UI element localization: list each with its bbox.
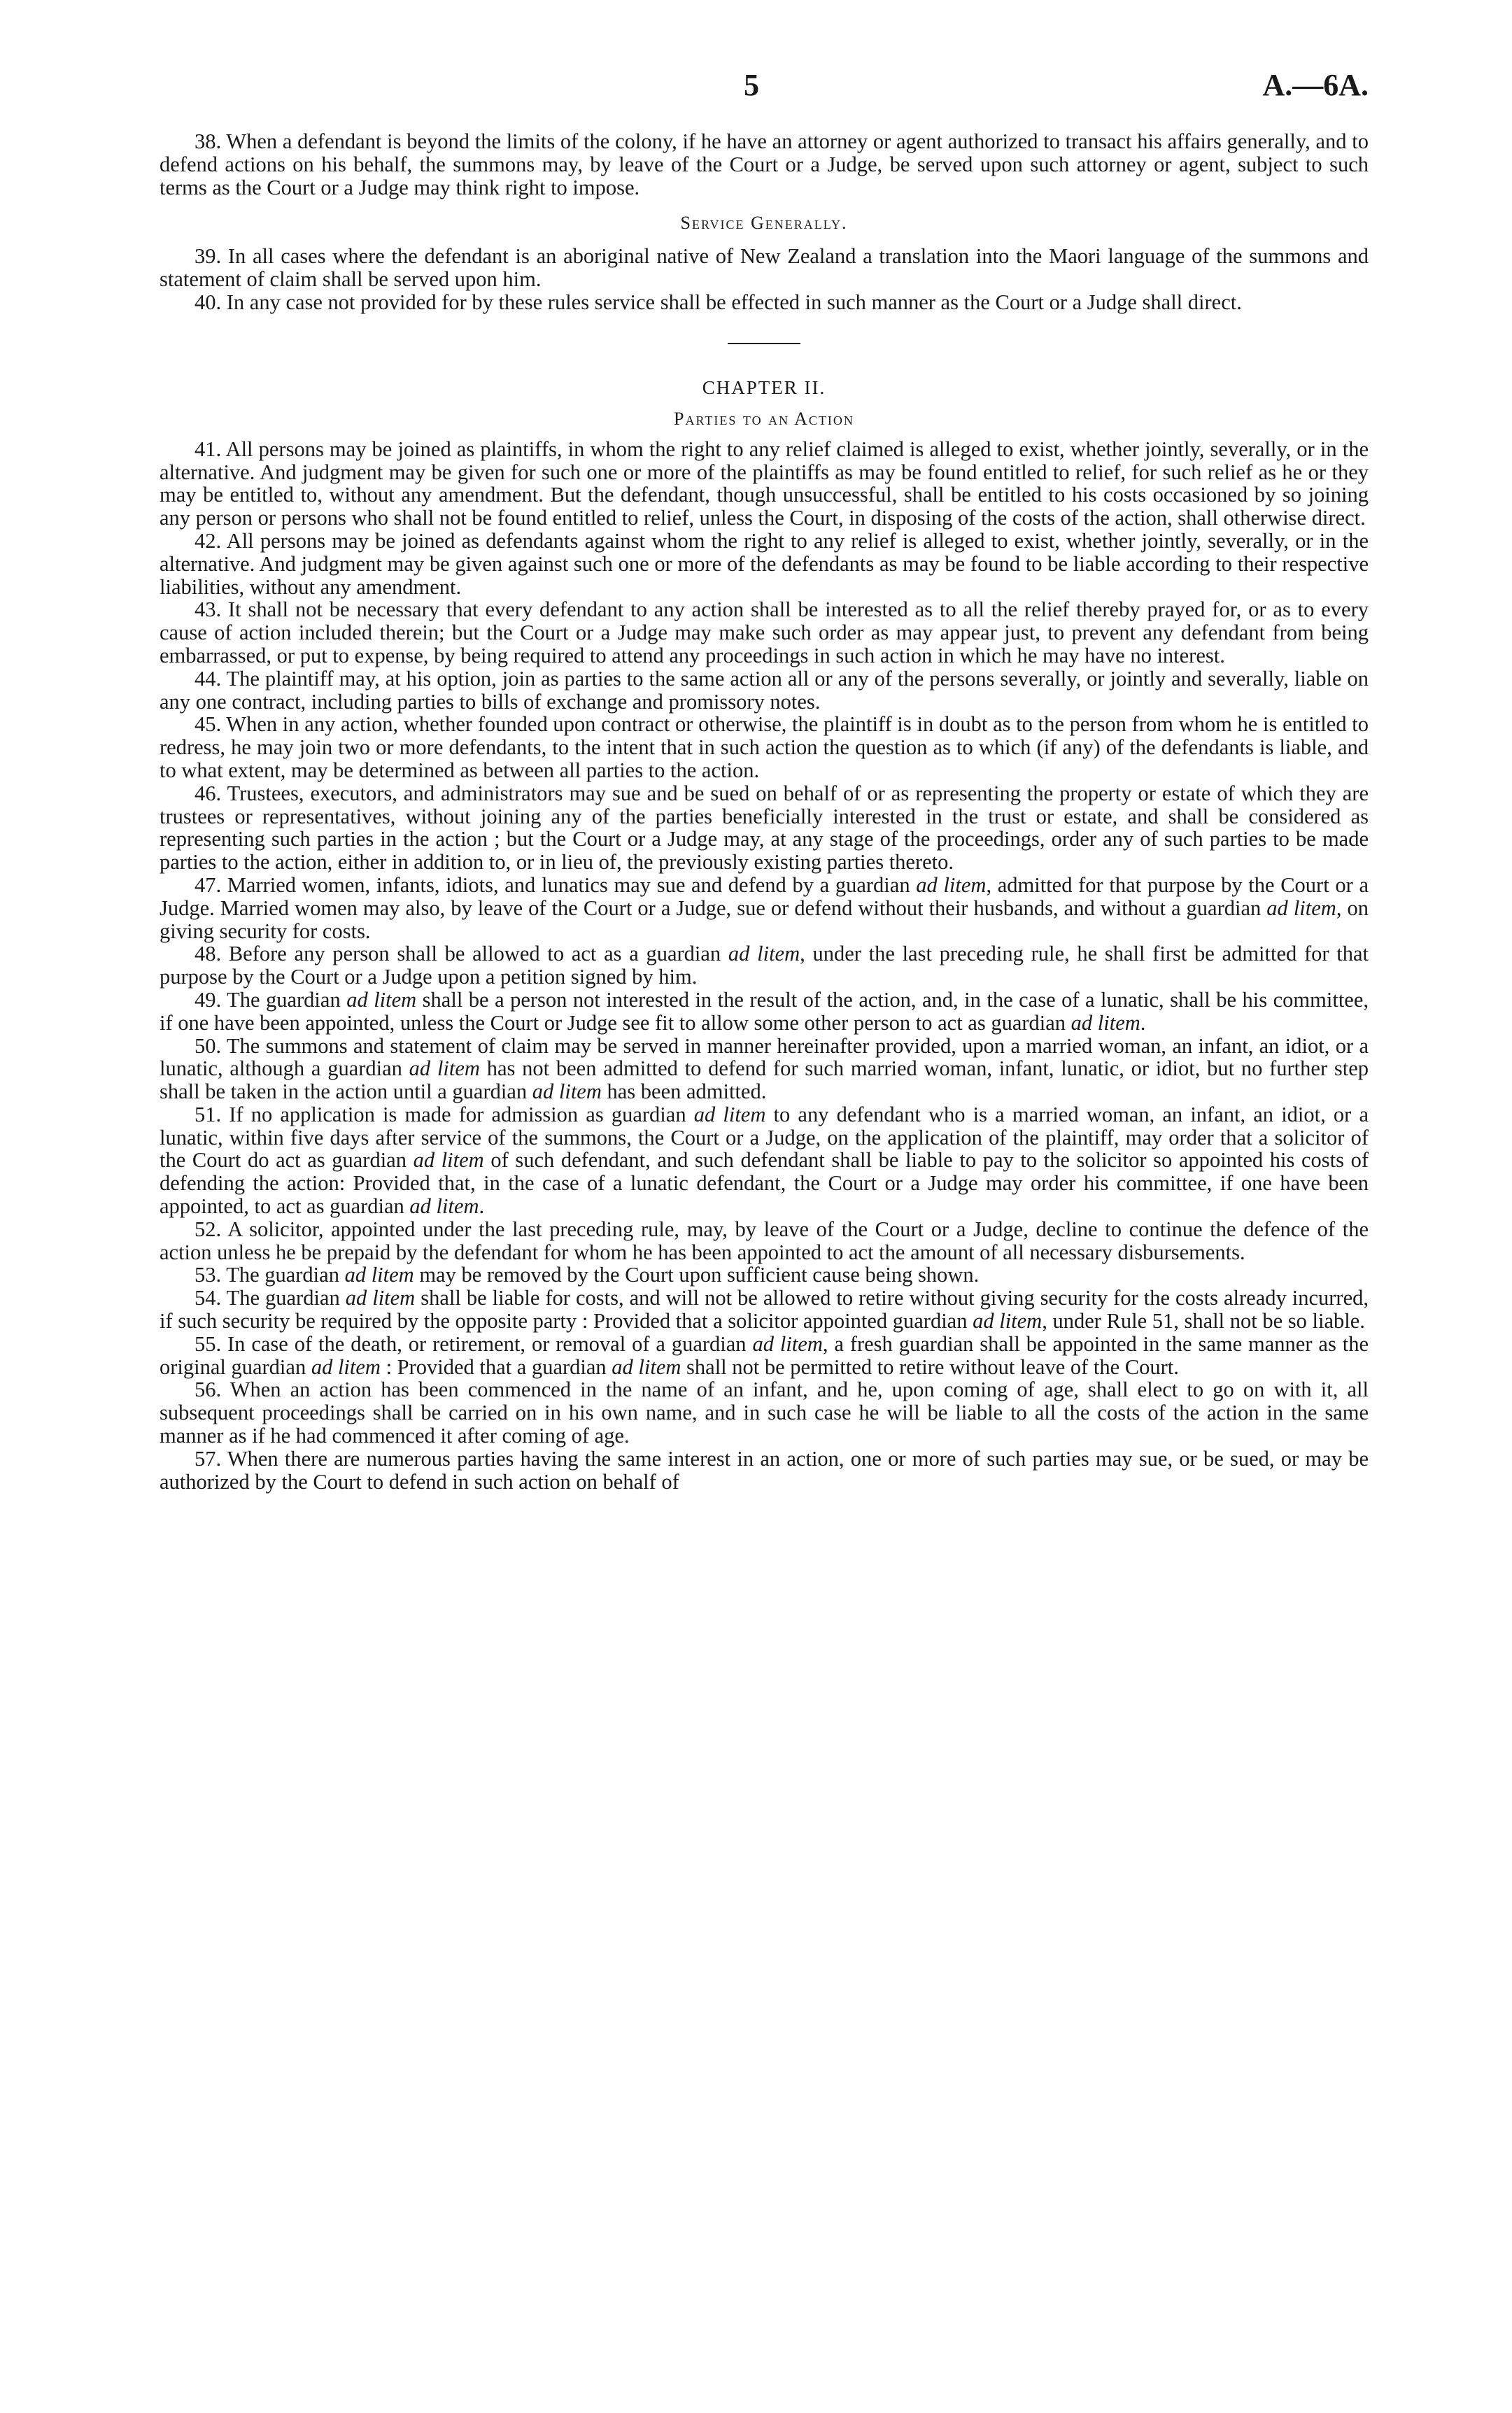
rule-57: 57. When there are numerous parties having the same interest in an action, one or more of such parties may sue, or be sued, or may be authorized by the Court to defend in such action on behalf of <box>160 1446 1369 1494</box>
rule-51: 51. If no application is made for admission as guardian ad litem to any defendant who is a married woman, an infant, an idiot, or a lunatic, within five days after service of the summons, the Court or a Judge, on the application of the plaintiff, may order that a solicitor of the Court do act as guardian ad litem of such defendant, and such defendant shall be liable to pay to the solicitor so appointed his costs of defending the action: Provided that, in the case of a lunatic defendant, the Court or a Judge may order his committee, if one have been appointed, to act as guardian ad litem. <box>160 1102 1369 1219</box>
latin-term: ad litem <box>612 1354 681 1379</box>
chapter-heading-parties: Parties to an Action <box>674 408 854 429</box>
rule-52: 52. A solicitor, appointed under the last preceding rule, may, by leave of the Court or a Judge, decline to continue the defence of the action unless he be prepaid by the defendant for whom he has been appointed to act the amount of all necessary disbursements. <box>160 1217 1369 1264</box>
rule-54: 54. The guardian ad litem shall be liable for costs, and will not be allowed to retire without giving security for the costs already incurred, if such security be required by the opposite party : Provided that a solicitor appointed guardian ad litem, under Rule 51, shall not be so liable. <box>160 1286 1369 1333</box>
latin-term: ad litem <box>728 942 800 966</box>
chapter-title: CHAPTER II. <box>702 376 826 398</box>
latin-term: ad litem <box>752 1331 823 1356</box>
latin-term: ad litem <box>1266 896 1336 920</box>
latin-term: ad litem <box>409 1194 479 1219</box>
rule-53: 53. The guardian ad litem may be removed by the Court upon sufficient cause being shown. <box>195 1263 980 1287</box>
rule-55: 55. In case of the death, or retirement, or removal of a guardian ad litem, a fresh guardian shall be appointed in the same manner as the original guardian ad litem : Provided that a guardian ad litem shall not be permitted to retire without leave of the Court. <box>160 1331 1369 1379</box>
rule-47: 47. Married women, infants, idiots, and lunatics may sue and defend by a guardian ad litem, admitted for that purpose by the Court or a Judge. Married women may also, by leave of the Court or a Judge, sue or defend without their husbands, and without a guardian ad litem, on giving security for costs. <box>160 872 1369 943</box>
rule-42: 42. All persons may be joined as defendants against whom the right to any relief is alleged to exist, whether jointly, severally, or in the alternative. And judgment may be given against such one or more of the defendants as may be found to be liable according to their respective liabilities, without any amendment. <box>160 528 1369 599</box>
latin-term: ad litem <box>344 1263 414 1287</box>
document-reference: A.—6A. <box>1262 68 1369 102</box>
section-divider <box>160 335 1369 348</box>
latin-term: ad litem <box>973 1309 1043 1333</box>
latin-term: ad litem <box>409 1056 480 1081</box>
rule-48: 48. Before any person shall be allowed to act as a guardian ad litem, under the last preceding rule, he shall first be admitted for that purpose by the Court or a Judge upon a petition signed by him. <box>160 942 1369 989</box>
rule-45: 45. When in any action, whether founded upon contract or otherwise, the plaintiff is in doubt as to the person from whom he is entitled to redress, he may join two or more defendants, to the intent that in such action the question as to which (if any) of the defendants is liable, and to what extent, may be determined as between all parties to the action. <box>160 712 1369 782</box>
latin-term: ad litem <box>346 987 417 1012</box>
section-heading-service-generally: Service Generally. <box>680 213 848 234</box>
page-number: 5 <box>744 68 759 102</box>
latin-term: ad litem <box>1071 1010 1140 1035</box>
document-page <box>160 67 1369 1493</box>
rule-38: 38. When a defendant is beyond the limits of the colony, if he have an attorney or agent authorized to transact his affairs generally, and to defend actions on his behalf, the summons may, by leave of the Court or a Judge, be served upon such attorney or agent, subject to such terms as the Court or a Judge may think right to impose. <box>160 129 1369 199</box>
latin-term: ad litem <box>693 1102 766 1126</box>
rule-40: 40. In any case not provided for by these rules service shall be effected in such manner as the Court or a Judge shall direct. <box>195 290 1242 314</box>
rule-44: 44. The plaintiff may, at his option, join as parties to the same action all or any of the persons severally, or jointly and severally, liable on any one contract, including parties to bills of exchange and promissory notes. <box>160 666 1369 714</box>
rule-43: 43. It shall not be necessary that every defendant to any action shall be interested as to all the relief thereby prayed for, or as to every cause of action included therein; but the Court or a Judge may make such order as may appear just, to prevent any defendant from being embarrassed, or put to expense, by being required to attend any proceedings in such action in which he may have no interest. <box>160 597 1369 667</box>
rule-39: 39. In all cases where the defendant is an aboriginal native of New Zealand a translation into the Maori language of the summons and statement of claim shall be served upon him. <box>160 244 1369 292</box>
page-header <box>160 67 1369 130</box>
latin-term: ad litem <box>345 1286 416 1310</box>
rule-56: 56. When an action has been commenced in the name of an infant, and he, upon coming of age, shall elect to go on with it, all subsequent proceedings shall be carried on in his own name, and in such case he will be liable to all the costs of the action in the same manner as if he had commenced it after coming of age. <box>160 1378 1369 1448</box>
latin-term: ad litem <box>916 872 987 897</box>
rule-46: 46. Trustees, executors, and administrators may sue and be sued on behalf of or as representing the property or estate of which they are trustees or representatives, without joining any of the parties beneficially interested in the trust or estate, and shall be considered as representing such parties in the action ; but the Court or a Judge may, at any stage of the proceedings, order any of such parties to be made parties to the action, either in addition to, or in lieu of, the previously existing parties thereto. <box>160 781 1369 875</box>
latin-term: ad litem <box>413 1148 484 1173</box>
rule-50: 50. The summons and statement of claim may be served in manner hereinafter provided, upon a married woman, an infant, an idiot, or a lunatic, although a guardian ad litem has not been admitted to defend for such married woman, infant, lunatic, or idiot, but no further step shall be taken in the action until a guardian ad litem has been admitted. <box>160 1033 1369 1104</box>
latin-term: ad litem <box>532 1080 602 1104</box>
rule-49: 49. The guardian ad litem shall be a person not interested in the result of the action, and, in the case of a lunatic, shall be his committee, if one have been appointed, unless the Court or Judge see fit to allow some other person to act as guardian ad litem. <box>160 987 1369 1035</box>
rule-41: 41. All persons may be joined as plaintiffs, in whom the right to any relief claimed is alleged to exist, whether jointly, severally, or in the alternative. And judgment may be given for such one or more of the plaintiffs as may be found entitled to relief, for such relief as he or they may be entitled to, without any amendment. But the defendant, though unsuccessful, shall be entitled to his costs occasioned by so joining any person or persons who shall not be found entitled to relief, unless the Court, in disposing of the costs of the action, shall otherwise direct. <box>160 437 1369 530</box>
latin-term: ad litem <box>311 1354 381 1379</box>
